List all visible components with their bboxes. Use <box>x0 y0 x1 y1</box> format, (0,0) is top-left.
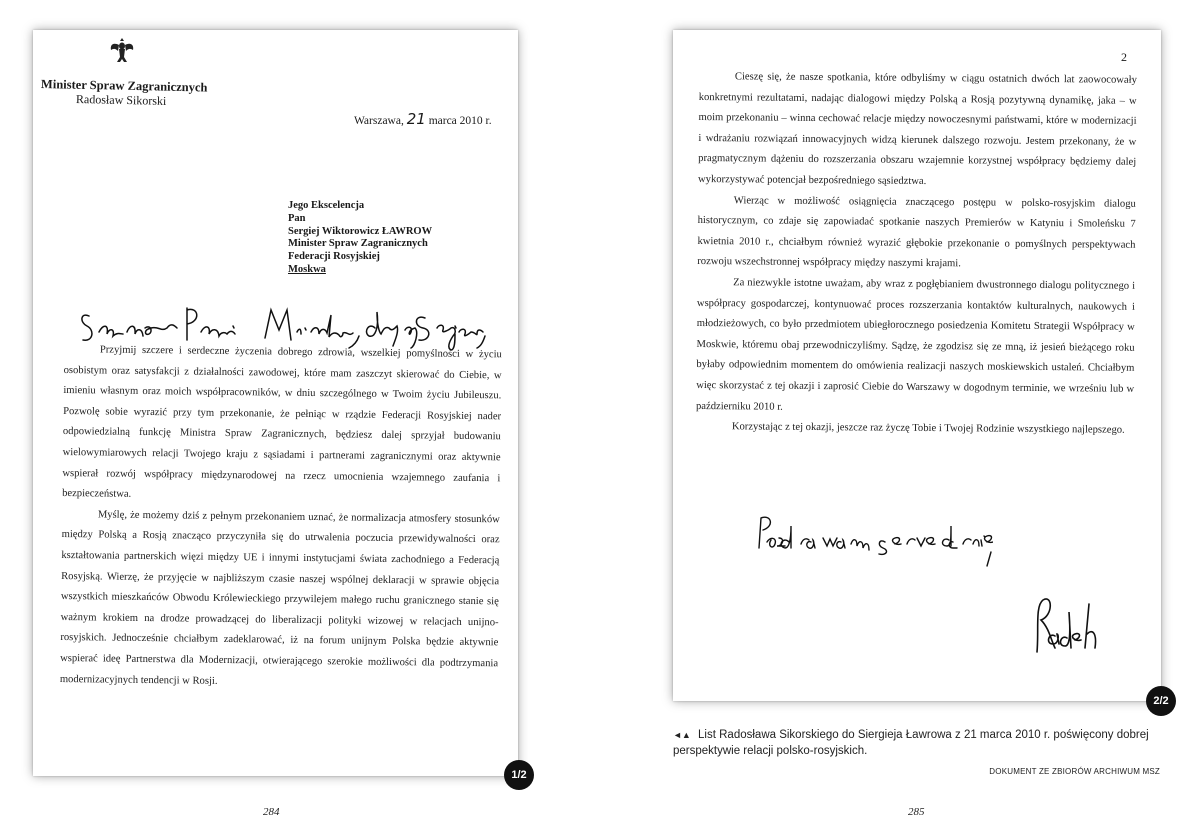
date-day: 21 <box>406 110 426 128</box>
letter-paragraph: Cieszę się, że nasze spotkania, które odbyliśmy w ciągu ostatnich dwóch lat zaowocowały konkretnymi rezultatami, nadając dialogowi między Polską a Rosją pozytywną dynamikę, jaka – w moim przekonaniu – winna cechować relacje między nowoczesnymi państwami, które w modernizacji i wdrażaniu rozwiązań innowacyjnych widzą kierunek dalszego rozwoju. Jestem przekonany, że w pragmatycznym dążeniu do rozszerzania obszaru wzajemnie korzystnej współpracy będziemy dalej wykorzystywać potencjał bezpośredniego sąsiedztwa. <box>697 71 1137 187</box>
letter-body-page-2 <box>696 67 1137 441</box>
recipient-line: Sergiej Wiktorowicz ŁAWROW <box>288 225 433 237</box>
date-prefix: Warszawa, <box>354 115 404 127</box>
recipient-line: Pan <box>288 212 306 224</box>
letter-paragraph: Myślę, że możemy dziś z pełnym przekonaniem uznać, że normalizacja atmosfery stosunków między Polską a Rosją znacząco przyczyniła się do utrwalenia poczucia przewidywalności oraz kształtowania partnerskich więzi między UE i innymi instytucjami świata zachodniego a Federacją Rosyjską. Wierzę, że przyjęcie w najbliższym czasie naszej wspólnej deklaracji w sprawie objęcia wszystkich mieszkańców Obwodu Królewieckiego przywilejem małego ruchu granicznego stanie się ważnym krokiem na drodze prowadzącej do liberalizacji polityki wizowej w relacjach unijno-rosyjskich. Jednocześnie chciałbym zadeklarować, iż na forum unijnym Polska będzie aktywnie wspierać ideę Partnerstwa dla Modernizacji, otwierającego szerokie możliwości dla podtrzymania modernizacyjnych tendencji w Rosji. <box>59 509 500 687</box>
recipient-line: Federacji Rosyjskiej <box>288 251 380 263</box>
caption-arrows-icon: ◄▲ <box>673 730 691 740</box>
source-note: DOKUMENT ZE ZBIORÓW ARCHIWUM MSZ <box>989 767 1160 776</box>
letter-paragraph: Korzystając z tej okazji, jeszcze raz życzę Tobie i Twojej Rodzinie wszystkiego najlepszego. <box>731 421 1125 436</box>
letter-paragraph: Za niezwykle istotne uważam, aby wraz z pogłębianiem dwustronnego dialogu politycznego i współpracy gospodarczej, kontynuować proces rozszerzania kontaktów kulturalnych, naukowych i młodzieżowych, co było przedmiotem ubiegłorocznego posiedzenia Komitetu Strategii Współpracy w Moskwie, któremu obaj przewodniczyliśmy. Sądzę, że zgodzisz się ze mną, iż jesień bieżącego roku byłaby odpowiednim momentem do omówienia realizacji naszych moskiewskich ustaleń. Chciałbym więc skorzystać z tej okazji i zaprosić Ciebie do Warszawy w dogodnym terminie, we wrześniu lub w październiku 2010 r. <box>695 277 1136 413</box>
caption-text: List Radosława Sikorskiego do Siergieja Ławrowa z 21 marca 2010 r. poświęcony dobrej perspektywie relacji polsko-rosyjskich. <box>673 729 1149 757</box>
folio-right: 285 <box>908 806 925 818</box>
letter-body-page-1 <box>60 340 502 695</box>
figure-caption <box>673 727 1153 759</box>
recipient-line: Minister Spraw Zagranicznych <box>288 238 428 250</box>
folio-left: 284 <box>263 806 280 818</box>
date-suffix: marca 2010 r. <box>428 115 492 127</box>
letter-page-2 <box>673 30 1161 701</box>
signature <box>1033 590 1113 660</box>
page-badge: 2/2 <box>1146 686 1176 716</box>
page-badge: 1/2 <box>504 760 534 790</box>
letter-paragraph: Przyjmij szczere i serdeczne życzenia dobrego zdrowia, wszelkiej pomyślności w życiu osobistym oraz satysfakcji z działalności zawodowej, które mam zaszczyt skierować do Ciebie, w imieniu własnym oraz moich współpracowników, w dniu szczególnego w Twoim życiu Jubileuszu. Pozwolę sobie wyrazić przy tym przekonanie, że pełniąc w rządzie Federacji Rosyjskiej nader odpowiedzialną funkcję Ministra Spraw Zagranicznych, będziesz dalej sprzyjał budowaniu wielowymiarowych relacji Twojego kraju z sąsiadami i partnerami zagranicznymi oraz aktywnie wspierał rozwój współpracy międzynarodowej na rzecz umocnienia wzajemnego zaufania i bezpieczeństwa. <box>62 344 502 500</box>
recipient-city: Moskwa <box>288 263 326 275</box>
minister-title: Minister Spraw Zagranicznych <box>40 77 208 95</box>
minister-name: Radosław Sikorski <box>75 92 167 108</box>
handwritten-closing <box>753 508 993 568</box>
letter-date <box>354 110 492 128</box>
page-number: 2 <box>1121 50 1127 64</box>
recipient-block <box>288 200 432 277</box>
letter-paragraph: Wierząc w możliwość osiągnięcia znaczącego postępu w polsko-rosyjskim dialogu historycznym, co zdaje się zapowiadać spotkanie naszych Premierów w Katyniu i Smoleńsku 7 kwietnia 2010 r., chciałbym również wyrazić głębokie przekonanie o pomyślnych perspektywach rozwoju wszechstronnej współpracy między naszymi krajami. <box>697 194 1136 270</box>
polish-eagle-emblem <box>109 36 135 64</box>
recipient-line: Jego Ekscelencja <box>288 200 365 211</box>
letter-page-1 <box>33 30 518 776</box>
